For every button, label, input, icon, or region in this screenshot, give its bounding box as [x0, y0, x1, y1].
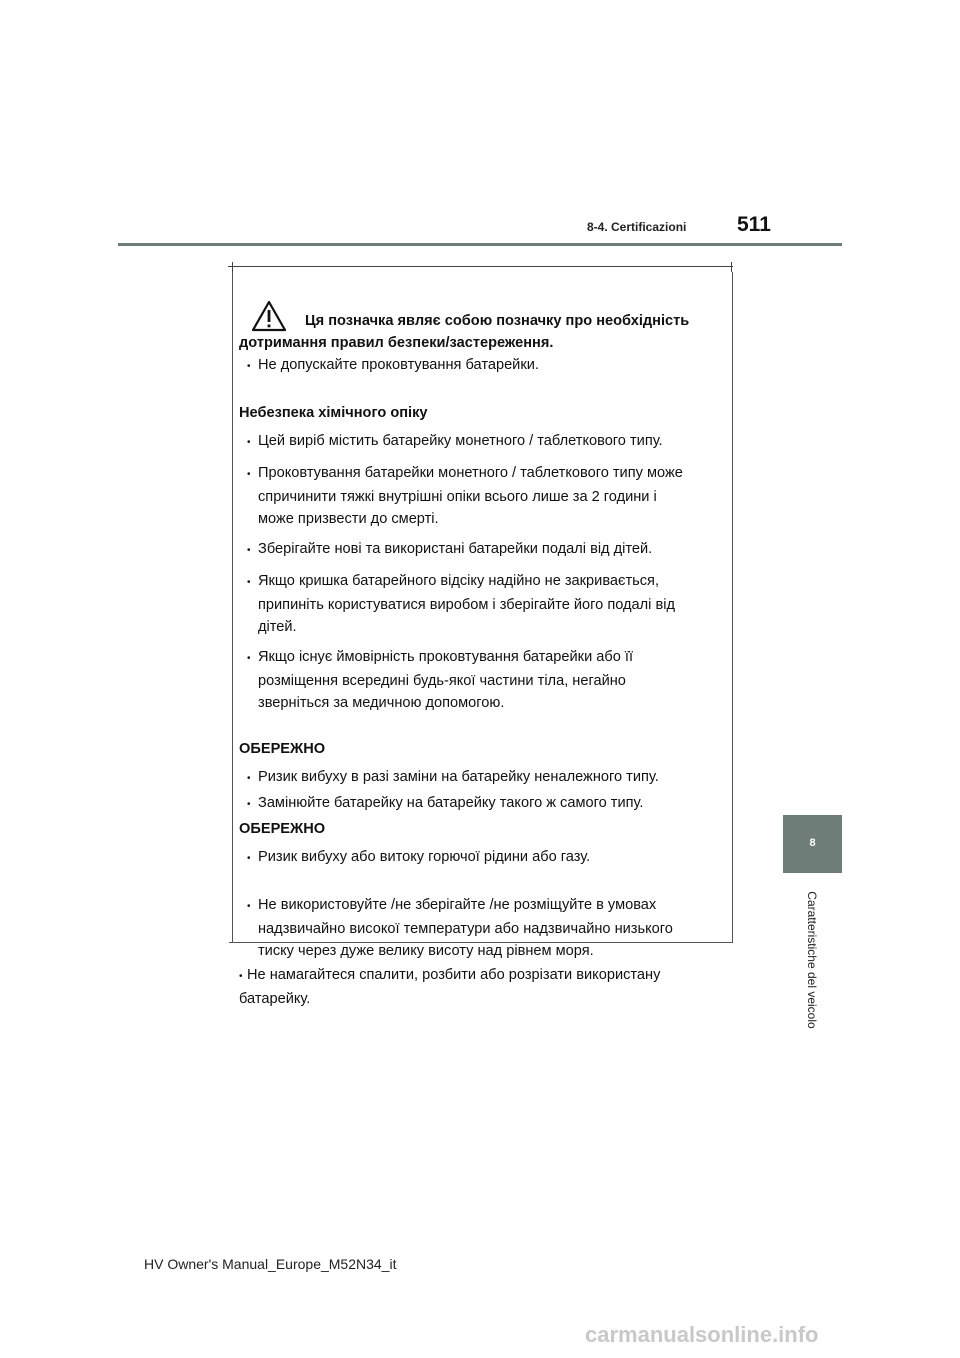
- caution1-bullet-2: [239, 792, 727, 816]
- warning-bullet: [239, 354, 727, 378]
- bullet-text: Ризик вибуху в разі заміни на батарейку неналежного типу.: [258, 769, 659, 785]
- bullet-text-cont: дітей.: [258, 619, 297, 635]
- bullet-text-cont: надзвичайно високої температури або надзвичайно низького: [258, 921, 673, 937]
- bullet-text: Якщо існує ймовірність проковтування батарейки або її: [258, 649, 634, 665]
- environment-bullet-2: [239, 964, 727, 1010]
- environment-bullet-1: [239, 894, 727, 962]
- bullet-dot: •: [247, 437, 251, 448]
- bullet-text-cont: розміщення всередині будь-якої частини тіла, негайно: [258, 673, 626, 689]
- bullet-dot: •: [247, 853, 251, 864]
- bullet-text-cont: тиску через дуже велику висоту над рівнем моря.: [258, 943, 594, 959]
- scan-frame-tick-right: [731, 262, 732, 272]
- bullet-dot: •: [247, 773, 251, 784]
- bullet-dot: •: [247, 901, 251, 912]
- caution2-bullet-1: [239, 846, 727, 870]
- spacer: [239, 716, 727, 738]
- header-rule: [118, 243, 842, 246]
- watermark: carmanualsonline.info: [585, 1322, 819, 1347]
- bullet-text: Зберігайте нові та використані батарейки подалі від дітей.: [258, 541, 653, 557]
- warning-statement-line2: дотримання правил безпеки/застереження.: [239, 335, 554, 351]
- spacer: [239, 380, 727, 402]
- caution1-bullet-1: [239, 766, 727, 790]
- warning-statement-line1: Ця позначка являє собою позначку про необхідність: [305, 313, 690, 329]
- label-content: [239, 300, 727, 1012]
- bullet-text-cont: може призвести до смерті.: [258, 511, 439, 527]
- bullet-text: Якщо кришка батарейного відсіку надійно не закривається,: [258, 573, 660, 589]
- bullet-text-cont: спричинити тяжкі внутрішні опіки всього лише за 2 години і: [258, 489, 657, 505]
- warning-row: [251, 300, 727, 332]
- bullet-dot: •: [247, 799, 251, 810]
- chapter-number: 8: [809, 837, 816, 849]
- chapter-tab[interactable]: [783, 815, 842, 873]
- bullet-text-cont: зверніться за медичною допомогою.: [258, 695, 505, 711]
- page-number: 511: [737, 213, 771, 236]
- bullet-dot: •: [247, 545, 251, 556]
- bullet-text: Замінюйте батарейку на батарейку такого ж самого типу.: [258, 795, 644, 811]
- bullet-text-cont: батарейку.: [239, 991, 311, 1007]
- chemical-bullet-2: [239, 462, 727, 530]
- bullet-dot: •: [247, 653, 251, 664]
- chemical-bullet-1: [239, 430, 727, 454]
- bullet-dot: •: [247, 469, 251, 480]
- chapter-side-label: Caratteristiche del veicolo: [805, 891, 819, 1029]
- chemical-bullet-5: [239, 646, 727, 714]
- bullet-dot: •: [247, 577, 251, 588]
- bullet-text: Не допускайте проковтування батарейки.: [258, 357, 539, 373]
- bullet-dot: •: [247, 361, 251, 372]
- caution-heading-2: ОБЕРЕЖНО: [239, 821, 326, 837]
- spacer: [239, 872, 727, 894]
- scan-frame-top: [228, 266, 733, 267]
- warning-triangle-icon: [251, 300, 287, 332]
- bullet-text-cont: припиніть користуватися виробом і зберігайте його подалі від: [258, 597, 675, 613]
- chemical-bullet-3: [239, 538, 727, 562]
- bullet-text: Не використовуйте /не зберігайте /не розміщуйте в умовах: [258, 897, 657, 913]
- bullet-text: Ризик вибуху або витоку горючої рідини або газу.: [258, 849, 591, 865]
- bullet-text: Проковтування батарейки монетного / таблеткового типу може: [258, 465, 683, 481]
- footer-manual-id: HV Owner's Manual_Europe_M52N34_it: [144, 1256, 397, 1272]
- bullet-text: Цей виріб містить батарейку монетного / таблеткового типу.: [258, 433, 663, 449]
- section-title: 8-4. Certificazioni: [587, 220, 687, 234]
- chemical-burn-heading: Небезпека хімічного опіку: [239, 405, 428, 421]
- bullet-dot: •: [239, 971, 243, 982]
- bullet-text: Не намагайтеся спалити, розбити або розрізати використану: [247, 967, 661, 983]
- chemical-bullet-4: [239, 570, 727, 638]
- caution-heading-1: ОБЕРЕЖНО: [239, 741, 326, 757]
- scan-frame-tick-left: [232, 262, 233, 272]
